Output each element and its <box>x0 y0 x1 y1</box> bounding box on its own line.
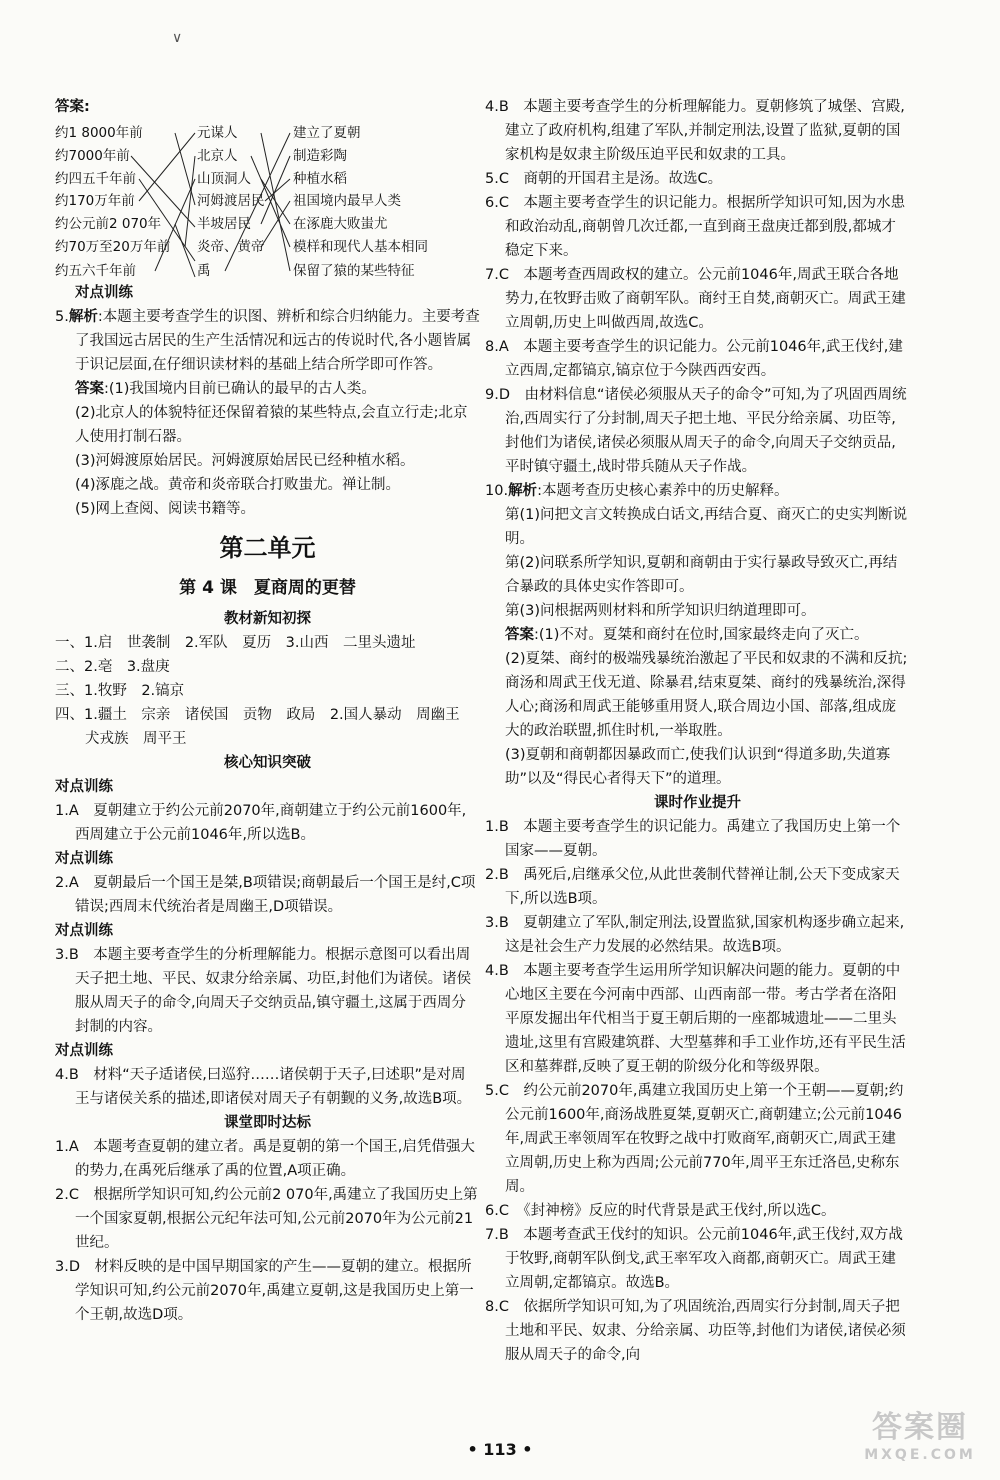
question-5-answer-4: (4)涿鹿之战。黄帝和炎帝联合打败蚩尤。禅让制。 <box>75 477 401 493</box>
class-answer-2: 2.C 根据所学知识可知,约公元前2 070年,禹建立了我国历史上第一个国家夏朝,根据公元纪年法可知,公元前2070年为公元前21世纪。 <box>55 1187 478 1251</box>
match-fact-7: 保留了猿的某些特征 <box>293 263 415 279</box>
match-people-5: 半坡居民 <box>197 216 251 232</box>
fill-answer-4: 四、1.疆土 宗亲 诸侯国 贡物 政局 2.国人暴动 周幽王 犬戎族 周平王 <box>55 707 475 747</box>
section-heading-core: 核心知识突破 <box>224 755 311 771</box>
class-answer-8: 8.A 本题主要考查学生的识记能力。公元前1046年,武王伐纣,建立西周,定都镐京,镐京位于今陕西西安西。 <box>485 339 903 379</box>
matching-diagram <box>55 119 480 281</box>
q10-step-2: 第(2)问联系所学知识,夏朝和商朝由于实行暴政导致灭亡,再结合暴政的具体史实作答即可。 <box>505 555 898 595</box>
match-fact-6: 模样和现代人基本相同 <box>293 239 428 255</box>
answer-text: :(1)我国境内目前已确认的最早的古人类。 <box>104 381 376 397</box>
question-number: 5. <box>55 309 69 325</box>
question-5-answer-2: (2)北京人的体貌特征还保留着猿的某些特点,会直立行走;北京人使用打制石器。 <box>75 405 468 445</box>
class-answer-9: 9.D 由材料信息“诸侯必须服从天子的命令”可知,为了巩固西周统治,西周实行了分封制,周天子把土地、平民分给亲属、功臣等,封他们为诸侯,诸侯必须服从周天子的命令,向周天子交纳贡品,平时镇守疆土,战时带兵随从天子作战。 <box>485 387 907 475</box>
answer-label: 答案 <box>505 627 534 643</box>
homework-answer-7: 7.B 本题考查武王伐纣的知识。公元前1046年,武王伐纣,双方战于牧野,商朝军队倒戈,武王率军攻入商都,商朝灭亡。周武王建立周朝,定都镐京。故选B。 <box>485 1227 903 1291</box>
class-answer-7: 7.C 本题考查西周政权的建立。公元前1046年,周武王联合各地势力,在牧野击败了商朝军队。商纣王自焚,商朝灭亡。周武王建立周朝,历史上叫做西周,故选C。 <box>485 267 906 331</box>
core-answer-1: 1.A 夏朝建立于约公元前2070年,商朝建立于约公元前1600年,西周建立于公元前1046年,所以选B。 <box>55 803 467 843</box>
watermark-url: MXQE.COM <box>864 1447 976 1463</box>
match-time-5: 约公元前2 070年 <box>55 216 162 232</box>
matching-answer-label: 答案: <box>55 99 90 115</box>
match-people-6: 炎帝、黄帝 <box>197 239 265 255</box>
right-column <box>485 95 910 1367</box>
core-answer-3: 3.B 本题主要考查学生的分析理解能力。根据示意图可以看出周天子把土地、平民、奴隶分给亲属、功臣,封他们为诸侯。诸侯服从周天子的命令,向周天子交纳贡品,镇守疆土,这属于西周分封制的内容。 <box>55 947 472 1035</box>
homework-answer-3: 3.B 夏朝建立了军队,制定刑法,设置监狱,国家机构逐步确立起来,这是社会生产力发展的必然结果。故选B项。 <box>485 915 905 955</box>
analysis-text: :本题考查历史核心素养中的历史解释。 <box>537 483 789 499</box>
class-answer-4: 4.B 本题主要考查学生的分析理解能力。夏朝修筑了城堡、宫殿,建立了政府机构,组建了军队,并制定刑法,设置了监狱,夏朝的国家机构是奴隶主阶级压迫平民和奴隶的工具。 <box>485 99 905 163</box>
core-answer-2: 2.A 夏朝最后一个国王是桀,B项错误;商朝最后一个国王是纣,C项错误;西周末代统治者是周幽王,D项错误。 <box>55 875 476 915</box>
homework-answer-8: 8.C 依据所学知识可知,为了巩固统治,西周实行分封制,周天子把土地和平民、奴隶、分给亲属、功臣等,封他们为诸侯,诸侯必须服从周天子的命令,向 <box>485 1299 906 1363</box>
analysis-text: :本题主要考查学生的识图、辨析和综合归纳能力。主要考查了我国远古居民的生产生活情况和远古的传说时代,各小题皆属于识记层面,在仔细识读材料的基础上结合所学即可作答。 <box>75 309 480 373</box>
match-time-3: 约四五千年前 <box>55 171 136 187</box>
page-number: • 113 • <box>467 1440 533 1459</box>
question-5-analysis <box>55 305 480 377</box>
watermark-text: 答案圈 <box>872 1410 968 1445</box>
fill-answer-2: 二、2.亳 3.盘庚 <box>55 659 170 675</box>
match-fact-4: 祖国境内最早人类 <box>293 193 401 209</box>
homework-answer-4: 4.B 本题主要考查学生运用所学知识解决问题的能力。夏朝的中心地区主要在今河南中西部、山西南部一带。考古学者在洛阳平原发掘出年代相当于夏王朝后期的一座都城遗址——二里头遗址,这里有宫殿建筑群、大型墓葬和手工业作坊,还有平民生活区和墓葬群,反映了夏王朝的阶级分化和等级界限。 <box>485 963 906 1075</box>
section-label: 对点训练 <box>75 285 133 301</box>
section-heading-class: 课堂即时达标 <box>224 1115 311 1131</box>
match-people-4: 河姆渡居民 <box>197 193 265 209</box>
homework-answer-5: 5.C 约公元前2070年,禹建立我国历史上第一个王朝——夏朝;约公元前1600年,商汤战胜夏桀,夏朝灭亡,商朝建立;公元前1046年,周武王率领周军在牧野之战中打败商军,商朝灭亡,周武王建立周朝,历史上称为西周;公元前770年,周平王东迁洛邑,史称东周。 <box>485 1083 904 1195</box>
class-answer-1: 1.A 本题考查夏朝的建立者。禹是夏朝的第一个国王,启凭借强大的势力,在禹死后继承了禹的位置,A项正确。 <box>55 1139 475 1179</box>
question-number: 10. <box>485 483 509 499</box>
match-time-4: 约170万年前 <box>55 193 135 209</box>
match-fact-5: 在涿鹿大败蚩尤 <box>293 216 388 232</box>
core-answer-4: 4.B 材料“天子适诸侯,曰巡狩……诸侯朝于天子,曰述职”是对周王与诸侯关系的描述,即诸侯对周天子有朝觐的义务,故选B项。 <box>55 1067 472 1107</box>
homework-answer-1: 1.B 本题主要考查学生的识记能力。禹建立了我国历史上第一个国家——夏朝。 <box>485 819 901 859</box>
question-5-answer-3: (3)河姆渡原始居民。河姆渡原始居民已经种植水稻。 <box>75 453 415 469</box>
match-fact-3: 种植水稻 <box>293 171 347 187</box>
analysis-label: 解析 <box>68 309 98 325</box>
match-people-2: 北京人 <box>197 148 238 164</box>
homework-answer-6: 6.C 《封神榜》反应的时代背景是武王伐纣,所以选C。 <box>485 1203 836 1219</box>
match-fact-1: 建立了夏朝 <box>293 125 361 141</box>
analysis-label: 解析 <box>508 483 538 499</box>
match-people-1: 元谋人 <box>197 125 238 141</box>
class-answer-5: 5.C 商朝的开国君主是汤。故选C。 <box>485 171 723 187</box>
question-5-answer-5: (5)网上查阅、阅读书籍等。 <box>75 501 256 517</box>
question-5-answer-1 <box>55 377 480 401</box>
match-fact-2: 制造彩陶 <box>293 148 347 164</box>
homework-answer-2: 2.B 禹死后,启继承父位,从此世袭制代替禅让制,公天下变成家天下,所以选B项。 <box>485 867 900 907</box>
training-label-4: 对点训练 <box>55 1043 113 1059</box>
match-time-7: 约五六千年前 <box>55 263 136 279</box>
q10-answer-2: (2)夏桀、商纣的极端残暴统治激起了平民和奴隶的不满和反抗;商汤和周武王伐无道、除暴君,结束夏桀、商纣的残暴统治,深得人心;商汤和周武王能够重用贤人,联合周边小国、部落,组成庞大的政治联盟,抓住时机,一举取胜。 <box>505 651 908 739</box>
watermark-logo <box>855 1410 985 1470</box>
q10-answer-3: (3)夏朝和商朝都因暴政而亡,使我们认识到“得道多助,失道寡助”以及“得民心者得天下”的道理。 <box>505 747 891 787</box>
class-answer-3: 3.D 材料反映的是中国早期国家的产生——夏朝的建立。根据所学知识可知,约公元前2070年,禹建立夏朝,这是我国历史上第一个王朝,故选D项。 <box>55 1259 474 1323</box>
match-time-2: 约7000年前 <box>55 148 130 164</box>
match-people-3: 山顶洞人 <box>197 171 251 187</box>
class-answer-6: 6.C 本题主要考查学生的识记能力。根据所学知识可知,因为水患和政治动乱,商朝曾几次迁都,一直到商王盘庚迁都到殷,都城才稳定下来。 <box>485 195 906 259</box>
match-time-1: 约1 8000年前 <box>55 125 143 141</box>
section-heading-new: 教材新知初探 <box>224 611 311 627</box>
fill-answer-3: 三、1.牧野 2.镐京 <box>55 683 185 699</box>
section-heading-homework: 课时作业提升 <box>654 795 741 811</box>
q10-step-3: 第(3)问根据两则材料和所学知识归纳道理即可。 <box>505 603 816 619</box>
left-column <box>55 95 480 1327</box>
training-label-2: 对点训练 <box>55 851 113 867</box>
training-label-3: 对点训练 <box>55 923 113 939</box>
fill-answer-1: 一、1.启 世袭制 2.军队 夏历 3.山西 二里头遗址 <box>55 635 416 651</box>
training-label-1: 对点训练 <box>55 779 113 795</box>
answer-text: :(1)不对。夏桀和商纣在位时,国家最终走向了灭亡。 <box>534 627 869 643</box>
match-people-7: 禹 <box>197 263 211 279</box>
answer-label: 答案 <box>75 381 104 397</box>
unit-title: 第二单元 <box>219 534 316 562</box>
q10-step-1: 第(1)问把文言文转换成白话文,再结合夏、商灭亡的史实判断说明。 <box>505 507 908 547</box>
scan-mark: ∨ <box>172 30 183 46</box>
match-time-6: 约70万至20万年前 <box>55 239 171 255</box>
class-answer-10 <box>485 479 910 503</box>
q10-answer-1 <box>485 623 910 647</box>
lesson-title: 第 4 课 夏商周的更替 <box>179 578 356 598</box>
